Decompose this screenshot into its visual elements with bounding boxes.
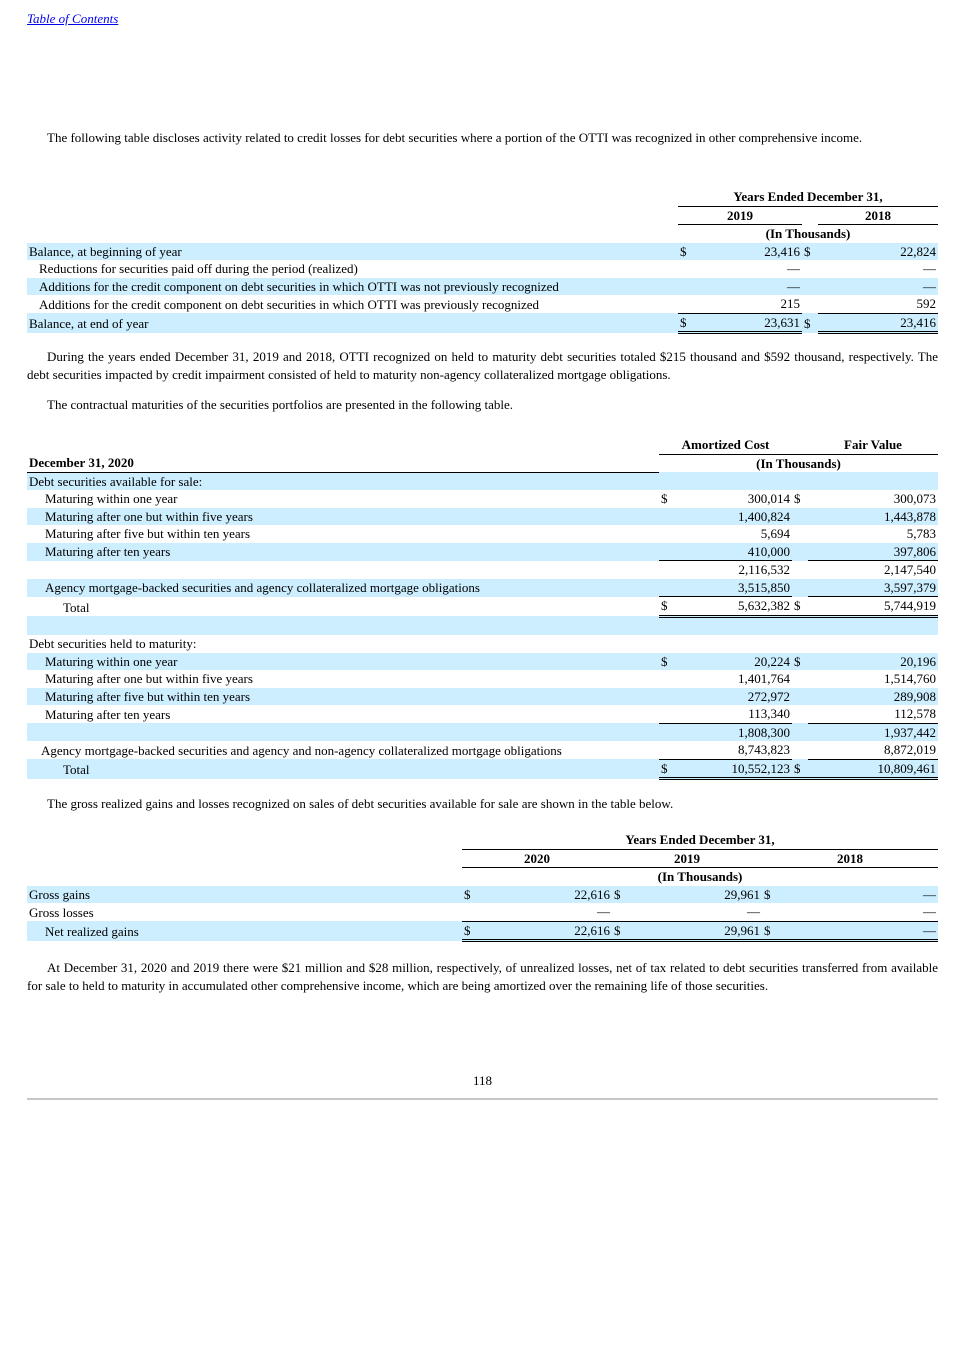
value-2018: 23,416 (818, 313, 938, 333)
table-row (27, 313, 938, 333)
row-label: Net realized gains (27, 921, 462, 941)
value-amortized-cost: 20,224 (679, 653, 792, 671)
value-2019: 29,961 (632, 921, 762, 941)
value-2019: 23,631 (698, 313, 802, 333)
dollar-sign (659, 741, 679, 759)
table-row (27, 579, 938, 597)
value-fair-value: 3,597,379 (808, 579, 938, 597)
dollar-sign: $ (659, 653, 679, 671)
value-amortized-cost: 10,552,123 (679, 759, 792, 779)
paragraph-unrealized-losses: At December 31, 2020 and 2019 there were $21 million and $28 million, respectively, of unrealized losses, net of tax related to debt securities transferred from available for sale to held to maturity in accumulated other comprehensive income, which are being amortized over the remaining life of those securities. (27, 960, 938, 993)
value-fair-value: 112,578 (808, 705, 938, 723)
value-amortized-cost: 272,972 (679, 688, 792, 706)
gains-col-2020: 2020 (462, 849, 612, 868)
dollar-sign: $ (659, 597, 679, 617)
table-row (27, 688, 938, 706)
table-row (27, 741, 938, 759)
row-label: Maturing after five but within ten years (45, 526, 251, 541)
value-2018: — (782, 903, 938, 921)
row-label: Agency mortgage-backed securities and agency collateralized mortgage obligations (27, 579, 659, 597)
dollar-sign: $ (661, 491, 668, 506)
dollar-sign (792, 688, 808, 706)
table-row (27, 653, 938, 671)
value-fair-value: 20,196 (808, 653, 938, 671)
row-label: Total (27, 759, 659, 779)
dollar-sign (678, 278, 698, 296)
row-label (27, 723, 659, 741)
dollar-sign (659, 723, 679, 741)
afs-heading: Debt securities available for sale: (27, 472, 659, 490)
realized-gains-table (27, 831, 938, 942)
table-row (27, 278, 938, 296)
row-label: Gross losses (29, 904, 94, 920)
dollar-sign (792, 670, 808, 688)
table-row (27, 886, 938, 904)
table-row (27, 670, 938, 688)
dollar-sign: $ (762, 921, 782, 941)
otti-units: (In Thousands) (765, 226, 851, 241)
value-fair-value: 5,744,919 (808, 597, 938, 617)
value-2019: 23,416 (698, 243, 802, 261)
value-2018: — (782, 886, 938, 904)
dollar-sign (792, 561, 808, 579)
col-fair-value: Fair Value (844, 437, 902, 452)
dollar-sign (659, 543, 679, 561)
dollar-sign (659, 705, 679, 723)
gains-units: (In Thousands) (657, 869, 743, 884)
value-2019: — (787, 261, 800, 276)
row-label: Maturing within one year (27, 653, 659, 671)
col-amortized-cost: Amortized Cost (681, 437, 770, 452)
value-fair-value: 10,809,461 (808, 759, 938, 779)
value-amortized-cost: 5,632,382 (679, 597, 792, 617)
dollar-sign (659, 561, 679, 579)
row-label: Reductions for securities paid off during the period (realized) (39, 261, 358, 276)
dollar-sign: $ (802, 313, 818, 333)
table-row (27, 597, 938, 617)
dollar-sign (792, 705, 808, 723)
value-fair-value: 289,908 (808, 688, 938, 706)
dollar-sign: $ (678, 243, 698, 261)
table-row (27, 903, 938, 921)
gains-col-2019: 2019 (612, 849, 762, 868)
table-row (27, 525, 938, 543)
row-label (27, 561, 659, 579)
table-row (27, 759, 938, 779)
row-label: Maturing within one year (45, 491, 178, 506)
value-amortized-cost: 1,808,300 (679, 723, 792, 741)
dollar-sign: $ (802, 243, 818, 261)
dollar-sign: $ (462, 886, 482, 904)
value-amortized-cost: 410,000 (679, 543, 792, 561)
maturities-table (27, 436, 938, 780)
dollar-sign (659, 508, 679, 526)
table-row (27, 705, 938, 723)
row-label: Maturing after one but within five years (45, 671, 253, 686)
row-label: Gross gains (27, 886, 462, 904)
dollar-sign (678, 260, 698, 278)
page-number: 118 (472, 1073, 493, 1088)
dollar-sign (792, 525, 808, 543)
footer-divider (27, 1098, 938, 1100)
value-2020: 22,616 (482, 886, 612, 904)
dollar-sign: $ (792, 597, 808, 617)
dollar-sign (792, 508, 808, 526)
dollar-sign (659, 670, 679, 688)
row-label: Agency mortgage-backed securities and agency and non-agency collateralized mortgage obligations (41, 742, 562, 758)
otti-col-2019: 2019 (678, 206, 802, 225)
value-2018: 22,824 (818, 243, 938, 261)
dollar-sign: $ (792, 653, 808, 671)
value-2018: — (923, 261, 936, 276)
dollar-sign: $ (462, 921, 482, 941)
table-of-contents-link[interactable]: Table of Contents (27, 11, 119, 26)
otti-col-2018: 2018 (818, 206, 938, 225)
gains-header-group: Years Ended December 31, (462, 831, 938, 849)
value-fair-value: 397,806 (808, 543, 938, 561)
value-fair-value: 8,872,019 (808, 741, 938, 759)
row-label: Maturing after ten years (45, 706, 171, 722)
dollar-sign (802, 295, 818, 313)
value-2019: 29,961 (632, 886, 762, 904)
dollar-sign: $ (612, 921, 632, 941)
dollar-sign (792, 579, 808, 597)
table-row (27, 723, 938, 741)
table-row (27, 243, 938, 261)
value-amortized-cost: 300,014 (747, 491, 790, 506)
value-amortized-cost: 3,515,850 (679, 579, 792, 597)
table-row (27, 921, 938, 941)
dollar-sign (462, 903, 482, 921)
row-label: Maturing after one but within five years (27, 508, 659, 526)
value-amortized-cost: 113,340 (679, 705, 792, 723)
dollar-sign: $ (612, 886, 632, 904)
dollar-sign (802, 260, 818, 278)
otti-credit-loss-table (27, 188, 938, 334)
row-label: Balance, at end of year (27, 313, 678, 333)
row-label: Additions for the credit component on debt securities in which OTTI was not previously recognized (27, 278, 678, 296)
value-fair-value: 1,514,760 (884, 671, 936, 686)
row-label: Balance, at beginning of year (27, 243, 678, 261)
value-2019: — (632, 903, 762, 921)
dollar-sign (678, 295, 698, 313)
value-fair-value: 300,073 (893, 491, 936, 506)
value-fair-value: 1,937,442 (808, 723, 938, 741)
dollar-sign (659, 579, 679, 597)
value-2019: 215 (698, 295, 802, 313)
paragraph-gains-intro: The gross realized gains and losses recognized on sales of debt securities available for sale are shown in the table below. (47, 796, 674, 811)
dollar-sign (659, 525, 679, 543)
value-2020: 22,616 (482, 921, 612, 941)
value-fair-value: 1,443,878 (808, 508, 938, 526)
dollar-sign (802, 278, 818, 296)
value-amortized-cost: 5,694 (760, 526, 790, 541)
row-label: Additions for the credit component on debt securities in which OTTI was previously recognized (39, 296, 540, 312)
value-2019: — (698, 278, 802, 296)
row-label: Maturing after ten years (27, 543, 659, 561)
dollar-sign: $ (659, 759, 679, 779)
dollar-sign: $ (792, 759, 808, 779)
row-label: Total (63, 599, 90, 615)
paragraph-maturities-intro: The contractual maturities of the securities portfolios are presented in the following table. (47, 397, 514, 412)
value-2018: 592 (818, 295, 938, 313)
value-2018: — (782, 921, 938, 941)
value-amortized-cost: 2,116,532 (738, 562, 790, 577)
table-row (27, 490, 938, 508)
dollar-sign: $ (762, 886, 782, 904)
row-label: Maturing after five but within ten years (27, 688, 659, 706)
table-row (27, 561, 938, 579)
dollar-sign (612, 903, 632, 921)
table-row (27, 543, 938, 561)
value-fair-value: 2,147,540 (884, 562, 936, 577)
paragraph-otti-summary: During the years ended December 31, 2019 and 2018, OTTI recognized on held to maturity debt securities totaled $215 thousand and $592 thousand, respectively. The debt securities impacted by credit impairment consisted of held to maturity non-agency collateralized mortgage obligations. (27, 349, 938, 382)
value-fair-value: 5,783 (906, 526, 936, 541)
htm-heading: Debt securities held to maturity: (29, 636, 197, 651)
table-row (27, 260, 938, 278)
dollar-sign (762, 903, 782, 921)
dollar-sign (659, 688, 679, 706)
dollar-sign (792, 543, 808, 561)
dollar-sign (792, 723, 808, 741)
maturity-units: (In Thousands) (659, 454, 938, 472)
dollar-sign: $ (678, 313, 698, 333)
gains-col-2018: 2018 (762, 849, 938, 868)
paragraph-otti-intro: The following table discloses activity related to credit losses for debt securities where a portion of the OTTI was recognized in other comprehensive income. (47, 130, 863, 145)
dollar-sign (792, 741, 808, 759)
table-row (27, 508, 938, 526)
table-row (27, 295, 938, 313)
otti-header-group: Years Ended December 31, (678, 188, 938, 206)
value-amortized-cost: 1,400,824 (679, 508, 792, 526)
date-label: December 31, 2020 (27, 454, 659, 472)
value-amortized-cost: 8,743,823 (679, 741, 792, 759)
dollar-sign: $ (794, 491, 801, 506)
value-amortized-cost: 1,401,764 (738, 671, 790, 686)
value-2018: — (818, 278, 938, 296)
value-2020: — (482, 903, 612, 921)
